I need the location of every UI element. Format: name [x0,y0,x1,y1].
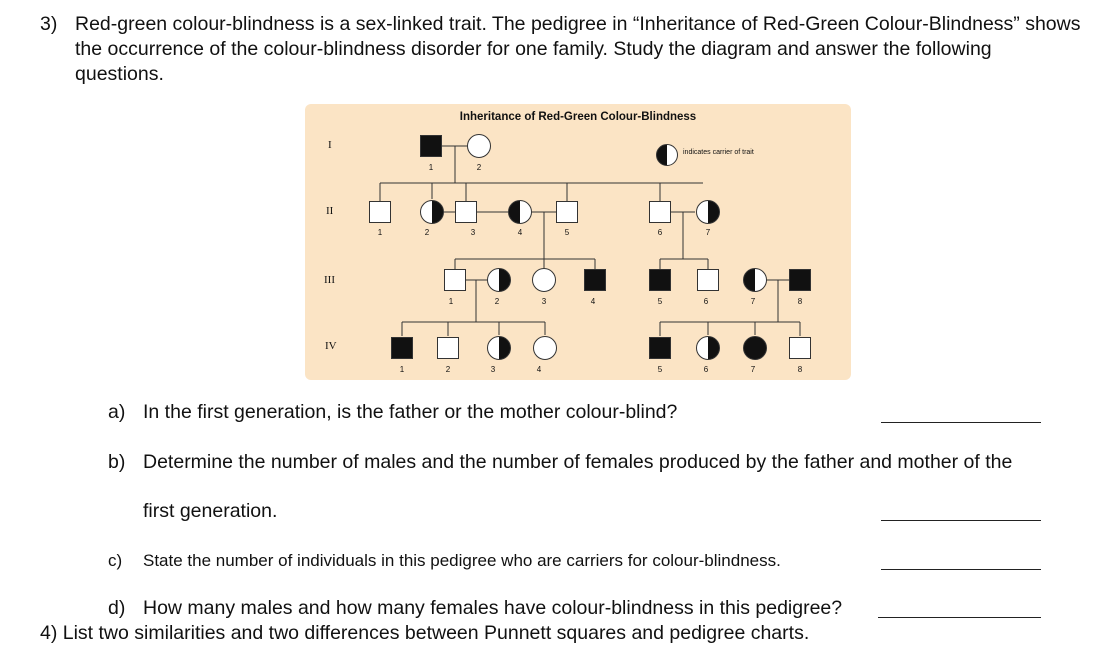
gen4-num: 5 [657,365,663,374]
subquestion-label: a) [108,401,126,423]
gen2-num: 7 [705,228,711,237]
gen4-male-2 [437,337,459,359]
answer-blank-d[interactable] [878,617,1041,618]
gen4-male-5-affected [649,337,671,359]
subquestion-text: Determine the number of males and the number of females produced by the father and mother of the [143,451,1013,473]
gen4-num: 7 [750,365,756,374]
gen4-female-3-carrier [487,336,511,360]
gen3-female-3 [532,268,556,292]
gen-label-IV: IV [325,340,337,352]
next-question-partial: 4) List two similarities and two differences between Punnett squares and pedigree charts. [40,622,810,644]
gen3-num: 2 [494,297,500,306]
gen2-num: 3 [470,228,476,237]
gen3-male-1 [444,269,466,291]
gen1-num: 2 [476,163,482,172]
pedigree-title: Inheritance of Red-Green Colour-Blindness [459,111,697,123]
gen3-male-5-affected [649,269,671,291]
gen4-male-8 [789,337,811,359]
answer-blank-a[interactable] [881,422,1041,423]
gen2-female-7-carrier [696,200,720,224]
gen4-num: 3 [490,365,496,374]
gen2-num: 4 [517,228,523,237]
gen2-male-6 [649,201,671,223]
gen3-num: 6 [703,297,709,306]
gen3-male-4-affected [584,269,606,291]
gen3-num: 8 [797,297,803,306]
subquestion-label: c) [108,551,123,570]
subquestion-label: b) [108,451,126,473]
gen4-num: 8 [797,365,803,374]
gen3-female-7-carrier [743,268,767,292]
gen4-num: 1 [399,365,405,374]
gen2-male-5 [556,201,578,223]
gen-label-II: II [326,205,334,217]
gen4-female-4 [533,336,557,360]
gen4-num: 4 [536,365,542,374]
gen4-num: 6 [703,365,709,374]
question-text: Red-green colour-blindness is a sex-linked trait. The pedigree in “Inheritance of Red-Green Colour-Blindness” shows the occurrence of the colour-blindness disorder for one family. Study the diagram and answer the following questions. [75,13,1081,85]
legend-text: indicates carrier of trait [683,149,754,156]
gen3-num: 1 [448,297,454,306]
gen1-male-1-affected [420,135,442,157]
subquestion-label: d) [108,597,126,619]
answer-blank-b[interactable] [881,520,1041,521]
gen2-female-2-carrier [420,200,444,224]
gen3-num: 3 [541,297,547,306]
gen2-num: 6 [657,228,663,237]
gen4-female-6-carrier [696,336,720,360]
gen2-num: 5 [564,228,570,237]
subquestion-text: In the first generation, is the father or the mother colour-blind? [143,401,678,423]
gen4-male-1-affected [391,337,413,359]
answer-blank-c[interactable] [881,569,1041,570]
gen1-num: 1 [428,163,434,172]
gen3-num: 7 [750,297,756,306]
gen3-female-2-carrier [487,268,511,292]
gen1-female-2 [467,134,491,158]
legend-carrier-symbol [656,144,678,166]
gen2-male-3 [455,201,477,223]
question-number: 3) [40,13,58,35]
pedigree-figure [305,104,851,380]
subquestion-text: How many males and how many females have colour-blindness in this pedigree? [143,597,843,619]
gen3-male-6 [697,269,719,291]
gen2-female-4-carrier [508,200,532,224]
gen4-num: 2 [445,365,451,374]
pedigree-lines [305,104,851,380]
gen4-female-7-affected [743,336,767,360]
gen-label-III: III [324,274,335,286]
subquestion-text: first generation. [143,500,278,522]
gen3-male-8-affected [789,269,811,291]
gen-label-I: I [328,139,332,151]
gen3-num: 4 [590,297,596,306]
gen2-male-1 [369,201,391,223]
gen2-num: 2 [424,228,430,237]
gen3-num: 5 [657,297,663,306]
subquestion-text: State the number of individuals in this pedigree who are carriers for colour-blindness. [143,551,781,570]
gen2-num: 1 [377,228,383,237]
